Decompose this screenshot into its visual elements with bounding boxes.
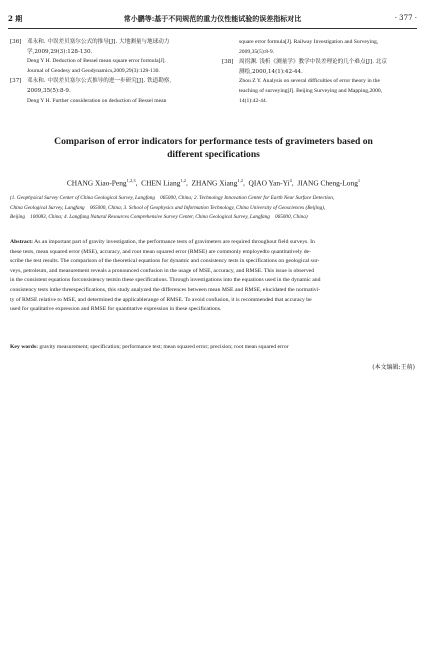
reference-en-line: Deng Y H. Further consideration on deduction of Bessel mean: [27, 97, 167, 104]
affiliation-line: (1. Geophysical Survey Center of China Geological Survey, Langfang 065000, China; 2. Technology Innovation Center for Earth Near Surface Detection,: [10, 195, 335, 201]
author-affiliation-mark: 1,2: [180, 178, 186, 183]
reference-37: [10, 77, 210, 106]
reference-cn-line: 学,2009,29(3):128-130.: [27, 48, 93, 55]
references-right-column: [222, 38, 418, 107]
issue-number: 2 期: [8, 14, 23, 23]
running-title: 常小鹏等:基于不同规范的重力仪性能试验的误差指标对比: [123, 14, 302, 23]
affiliation-line: Beijing 100083, China; 4. Langfang Natural Resources Comprehensive Survey Center, China Geological Survey, Langfang 065000, China): [10, 214, 308, 221]
reference-en-line: 14(1):42-44.: [239, 97, 268, 104]
author-list: CHANG Xiao-Peng$^{1,2,3}$, CHEN Liang$^{1,2}$, ZHANG Xiang$^{1,2}$, QIAO Yan-Yi$^4$, JIANG Cheng-Long$^1$: [66, 178, 361, 188]
abstract-line: scribe the test results. The comparison of the theoretical equations for dynamic and consistency tests in specifications on geological sur-: [10, 258, 320, 265]
reference-en-line: square error formula[J]. Railway Investigation and Surveying,: [239, 39, 379, 45]
author-affiliation-mark: 4: [289, 178, 292, 183]
keywords-label: Key words:: [10, 344, 38, 350]
abstract-line: these tests, mean squared error (MSE), accuracy, and root mean squared error (RMSE) are commonly employedto quantitatively de-: [10, 248, 311, 255]
title-line: different specifications: [167, 149, 260, 160]
reference-number: [38]: [222, 59, 234, 66]
abstract-line: consistency tests inthe threespecifications, this study analyzed the differences between mean MSE and RMSE, elucidated the normativi-: [10, 286, 321, 293]
abstract-line: used for qualitative expression and RMSE for quantitative expression in these specifications.: [10, 306, 222, 313]
abstract-line: ty of RMSE relative to MSE, and determined the applicablerange of RMSE. To avoid confusion, it is recommended that accuracy be: [10, 296, 312, 303]
reference-en-line: Journal of Geodesy and Geodynamics,2009,29(3):128-130.: [27, 67, 160, 74]
author-name: CHEN Liang: [141, 178, 181, 188]
abstract-line: in the consistent equations forconsistency testsin these specifications. Through investigations into the equations used in the dynamic and: [10, 277, 321, 284]
reference-38: [222, 58, 418, 106]
reference-36: [10, 38, 210, 76]
abstract-line: veys, petroleum, and measurement reveals a pronounced confusion in the usage of MSE, accuracy, and RMSE. This issue is observed: [10, 267, 315, 274]
reference-cn-line: 邓永和. 中误差贝塞尔公式的推导[J]. 大地测量与地球动力: [27, 39, 170, 45]
header-rule: [8, 28, 417, 29]
title-line: Comparison of error indicators for performance tests of gravimeters based on: [54, 136, 373, 147]
article-title: [30, 135, 397, 161]
author-name: CHANG Xiao-Peng: [66, 178, 127, 188]
abstract-label: Abstract:: [10, 239, 34, 245]
author-name: JIANG Cheng-Long: [297, 178, 358, 188]
author-affiliation-mark: 1,2,3: [126, 178, 136, 183]
author-name: QIAO Yan-Yi: [248, 178, 290, 188]
keywords-text: gravity measurement; specification; performance test; mean squared error; precision; root mean squared error: [39, 344, 289, 350]
editor-note: (本文编辑:王萌): [372, 364, 415, 371]
references-left-column: [10, 38, 210, 107]
keywords: [10, 344, 415, 350]
author-affiliation-mark: 1: [357, 178, 361, 183]
author-affiliation-mark: 1,2: [237, 178, 243, 183]
abstract: [10, 238, 415, 315]
reference-cn-line: 测绘,2000,14(1):42-44.: [239, 68, 303, 75]
reference-en-line: Zhou Z Y. Analysis on several difficulties of error theory in the: [239, 78, 380, 85]
affiliations: [10, 194, 415, 223]
reference-cn-line: 周拐渊. 浅析《测量学》教学中误差理论的几个难点[J]. 北京: [239, 59, 387, 66]
page-number: · 377 ·: [394, 14, 417, 22]
reference-37-continued: [222, 38, 418, 57]
reference-cn-line: 2009,35(5):8-9.: [27, 87, 71, 94]
reference-en-line: teaching of surveying[J]. Beijing Surveying and Mapping,2000,: [239, 87, 383, 94]
reference-number: [36]: [10, 39, 22, 45]
reference-number: [37]: [10, 78, 22, 85]
page-header: [8, 14, 417, 26]
affiliation-line: China Geological Survey, Langfang 065000, China; 3. School of Geophysics and Information Technology, China University of Geosciences (Beijing),: [10, 204, 326, 211]
author-name: ZHANG Xiang: [191, 178, 238, 188]
reference-en-line: 2009,35(5):8-9.: [239, 48, 275, 55]
reference-cn-line: 邓永和. 中误差贝塞尔公式推导的进一步研究[J]. 铁道勘察,: [27, 78, 172, 85]
abstract-line: Abstract: As an important part of gravity investigation, the performance tests of gravimeters are required throughout field surveys. In: [10, 239, 315, 245]
reference-en-line: Deng Y H. Deduction of Bessel mean square error formula[J].: [27, 58, 166, 65]
